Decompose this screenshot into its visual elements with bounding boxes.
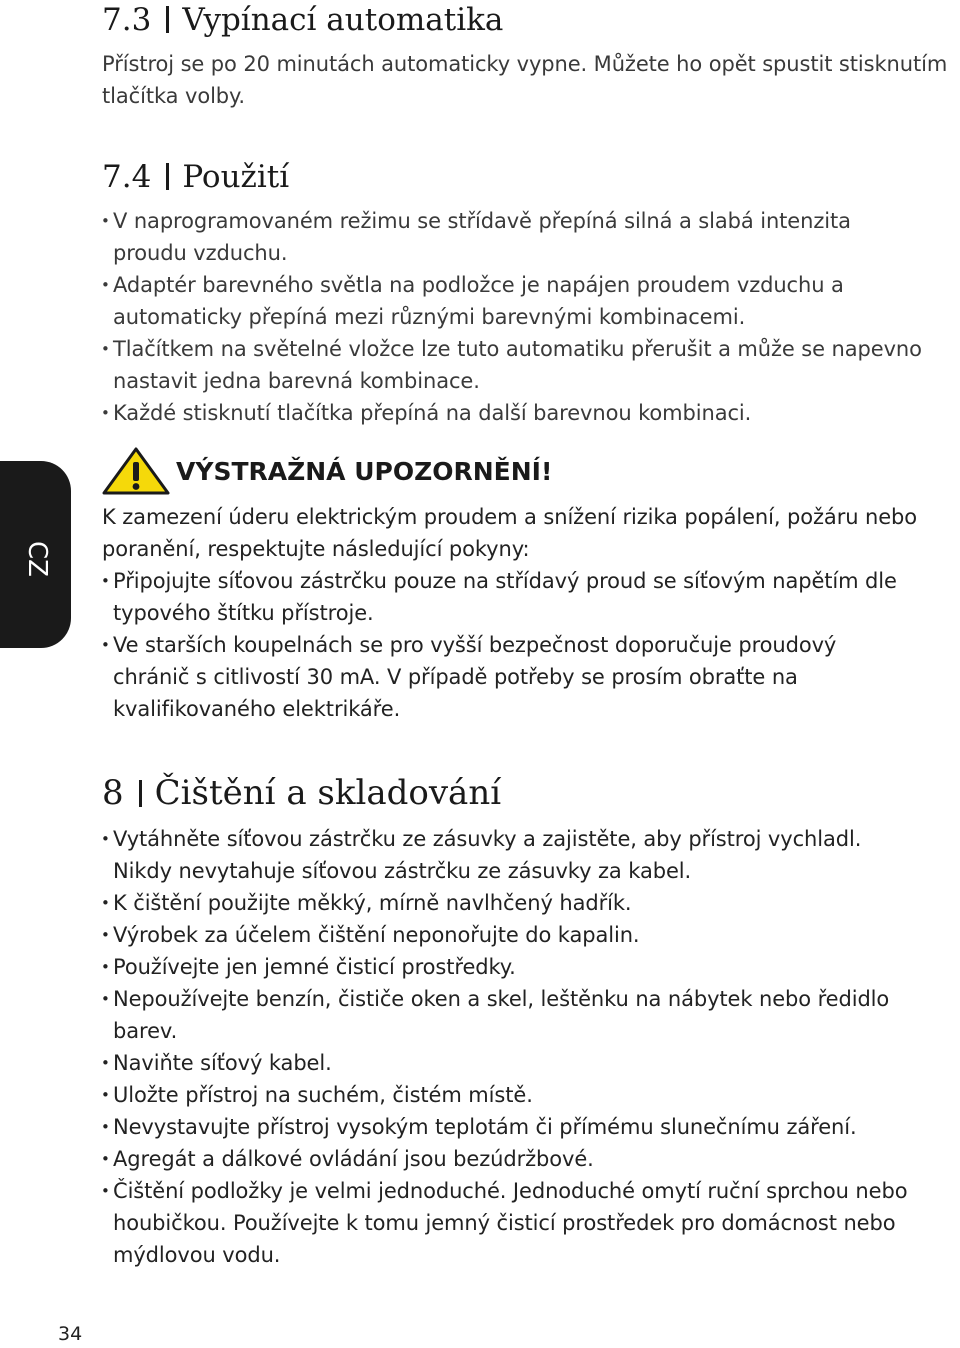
section-number: 8 [102,773,124,813]
list-item: • Adaptér barevného světla na podložce je napájen proudem vzduchu a automaticky přepíná mezi různými barevnými kombinacemi. [102,269,902,333]
section-7-3-text: Přístroj se po 20 minutách automaticky vypne. Můžete ho opět spustit stisknutím tlačítka volby. [102,52,948,108]
warning-title: VÝSTRAŽNÁ UPOZORNĚNÍ! [176,456,553,486]
section-number: 7.4 [102,159,152,195]
list-item: • Vytáhněte síťovou zástrčku ze zásuvky a zajistěte, aby přístroj vychladl. Nikdy nevytahuje síťovou zástrčku ze zásuvky za kabel. [102,823,913,887]
section-title: Použití [182,159,290,195]
list-item: • Agregát a dálkové ovládání jsou bezúdržbové. [102,1143,952,1175]
list-item: • Uložte přístroj na suchém, čistém místě. [102,1079,952,1111]
list-item: • Naviňte síťový kabel. [102,1047,952,1079]
section-8-heading [102,773,501,813]
list-item: • Tlačítkem na světelné vložce lze tuto automatiku přerušit a může se napevno nastavit jedna barevná kombinace. [102,333,960,397]
section-7-4-heading [102,157,289,197]
heading-separator [166,163,169,190]
warning-heading [102,447,552,495]
warning-list [102,565,952,725]
list-item: • Ve starších koupelnách se pro vyšší bezpečnost doporučuje proudový chránič s citlivostí 30 mA. V případě potřeby se prosím obraťte na kvalifikovaného elektrikáře. [102,629,903,725]
section-7-3-heading [102,0,503,40]
list-item: • K čištění použijte měkký, mírně navlhčený hadřík. [102,887,952,919]
warning-intro: K zamezení úderu elektrickým proudem a snížení rizika popálení, požáru nebo poranění, respektujte následující pokyny: [102,505,918,561]
list-item: • Nepoužívejte benzín, čističe oken a skel, leštěnku na nábytek nebo ředidlo barev. [102,983,953,1047]
section-7-4-list [102,205,922,429]
language-tab-label: CZ [22,541,52,577]
list-item: • Nevystavujte přístroj vysokým teplotám či přímému slunečnímu záření. [102,1111,952,1143]
list-item: • V naprogramovaném režimu se střídavě přepíná silná a slabá intenzita proudu vzduchu. [102,205,902,269]
section-number: 7.3 [102,2,152,38]
list-item: • Čištění podložky je velmi jednoduché. Jednoduché omytí ruční sprchou nebo houbičkou. Používejte k tomu jemný čisticí prostředek pro domácnost nebo mýdlovou vodu. [102,1175,952,1271]
section-title: Vypínací automatika [182,2,504,38]
list-item: • Každé stisknutí tlačítka přepíná na další barevnou kombinaci. [102,397,902,429]
list-item: • Připojujte síťovou zástrčku pouze na střídavý proud se síťovým napětím dle typového štítku přístroje. [102,565,952,629]
page-number: 34 [58,1323,83,1345]
heading-separator [166,6,169,33]
section-title: Čištění a skladování [154,773,502,813]
warning-triangle-icon [102,447,170,495]
list-item: • Výrobek za účelem čištění neponořujte do kapalin. [102,919,952,951]
list-item: • Používejte jen jemné čisticí prostředky. [102,951,952,983]
heading-separator [139,780,142,807]
section-8-list [102,823,952,1271]
language-tab [0,461,71,648]
